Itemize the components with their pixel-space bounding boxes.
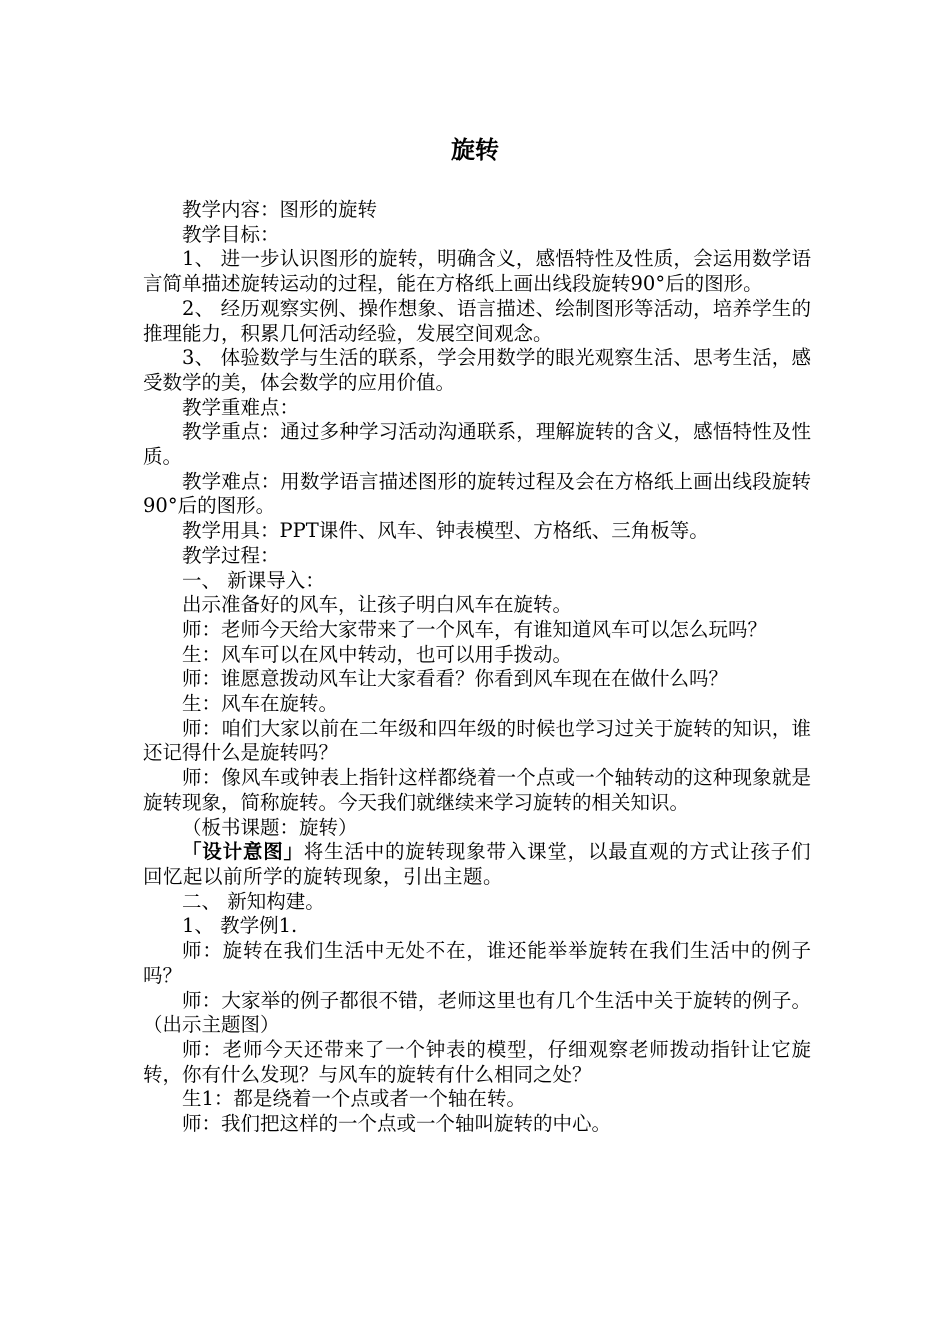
paragraph: 师：旋转在我们生活中无处不在，谁还能举举旋转在我们生活中的例子吗？ <box>143 939 811 987</box>
section-heading: 二、 新知构建。 <box>182 889 325 913</box>
paragraph: 师：老师今天还带来了一个钟表的模型，仔细观察老师拨动指针让它旋转，你有什么发现？与风车的旋转有什么相同之处？ <box>143 1037 811 1086</box>
paragraph: 师：老师今天给大家带来了一个风车，有谁知道风车可以怎么玩吗？ <box>182 617 768 641</box>
paragraph: 教学重难点： <box>182 395 300 419</box>
paragraph: 教学用具：PPT课件、风车、钟表模型、方格纸、三角板等。 <box>182 519 709 543</box>
paragraph: 师：像风车或钟表上指针这样都绕着一个点或一个轴转动的这种现象就是旋转现象，简称旋转。今天我们就继续来学习旋转的相关知识。 <box>143 766 811 814</box>
paragraph: 师：我们把这样的一个点或一个轴叫旋转的中心。 <box>182 1112 612 1136</box>
paragraph: 1、 进一步认识图形的旋转，明确含义，感悟特性及性质，会运用数学语言简单描述旋转运动的过程，能在方格纸上画出线段旋转90°后的图形。 <box>143 247 811 296</box>
design-intent-label: 「设计意图」 <box>182 840 304 864</box>
paragraph: 师：咱们大家以前在二年级和四年级的时候也学习过关于旋转的知识，谁还记得什么是旋转吗？ <box>143 716 811 765</box>
document-title: 旋转 <box>451 136 499 164</box>
paragraph: 1、 教学例1. <box>182 914 298 938</box>
paragraph: 教学内容：图形的旋转 <box>182 198 378 221</box>
section-heading: 一、 新课导入： <box>182 568 325 592</box>
paragraph: （板书课题：旋转） <box>182 815 358 839</box>
design-intent-text: 将生活中的旋转现象带入课堂，以最直观的方式让孩子们回忆起以前所学的旋转现象，引出主题。 <box>143 840 811 888</box>
design-intent-paragraph <box>143 840 811 889</box>
paragraph: 师：大家举的例子都很不错，老师这里也有几个生活中关于旋转的例子。（出示主题图） <box>143 988 811 1037</box>
paragraph: 3、 体验数学与生活的联系，学会用数学的眼光观察生活、思考生活，感受数学的美，体会数学的应用价值。 <box>143 346 811 394</box>
paragraph: 教学过程： <box>182 543 280 567</box>
paragraph: 生：风车可以在风中转动，也可以用手拨动。 <box>182 642 573 666</box>
paragraph: 出示准备好的风车，让孩子明白风车在旋转。 <box>182 593 573 617</box>
paragraph: 教学目标： <box>182 222 280 246</box>
document-body <box>143 198 811 1137</box>
paragraph: 教学重点：通过多种学习活动沟通联系，理解旋转的含义，感悟特性及性质。 <box>143 420 811 469</box>
paragraph: 生1：都是绕着一个点或者一个轴在转。 <box>182 1087 526 1111</box>
paragraph: 生：风车在旋转。 <box>182 692 339 716</box>
paragraph: 师：谁愿意拨动风车让大家看看？你看到风车现在在做什么吗？ <box>182 667 729 691</box>
paragraph: 教学难点：用数学语言描述图形的旋转过程及会在方格纸上画出线段旋转90°后的图形。 <box>143 469 811 518</box>
paragraph: 2、 经历观察实例、操作想象、语言描述、绘制图形等活动，培养学生的推理能力，积累几何活动经验，发展空间观念。 <box>143 296 811 345</box>
